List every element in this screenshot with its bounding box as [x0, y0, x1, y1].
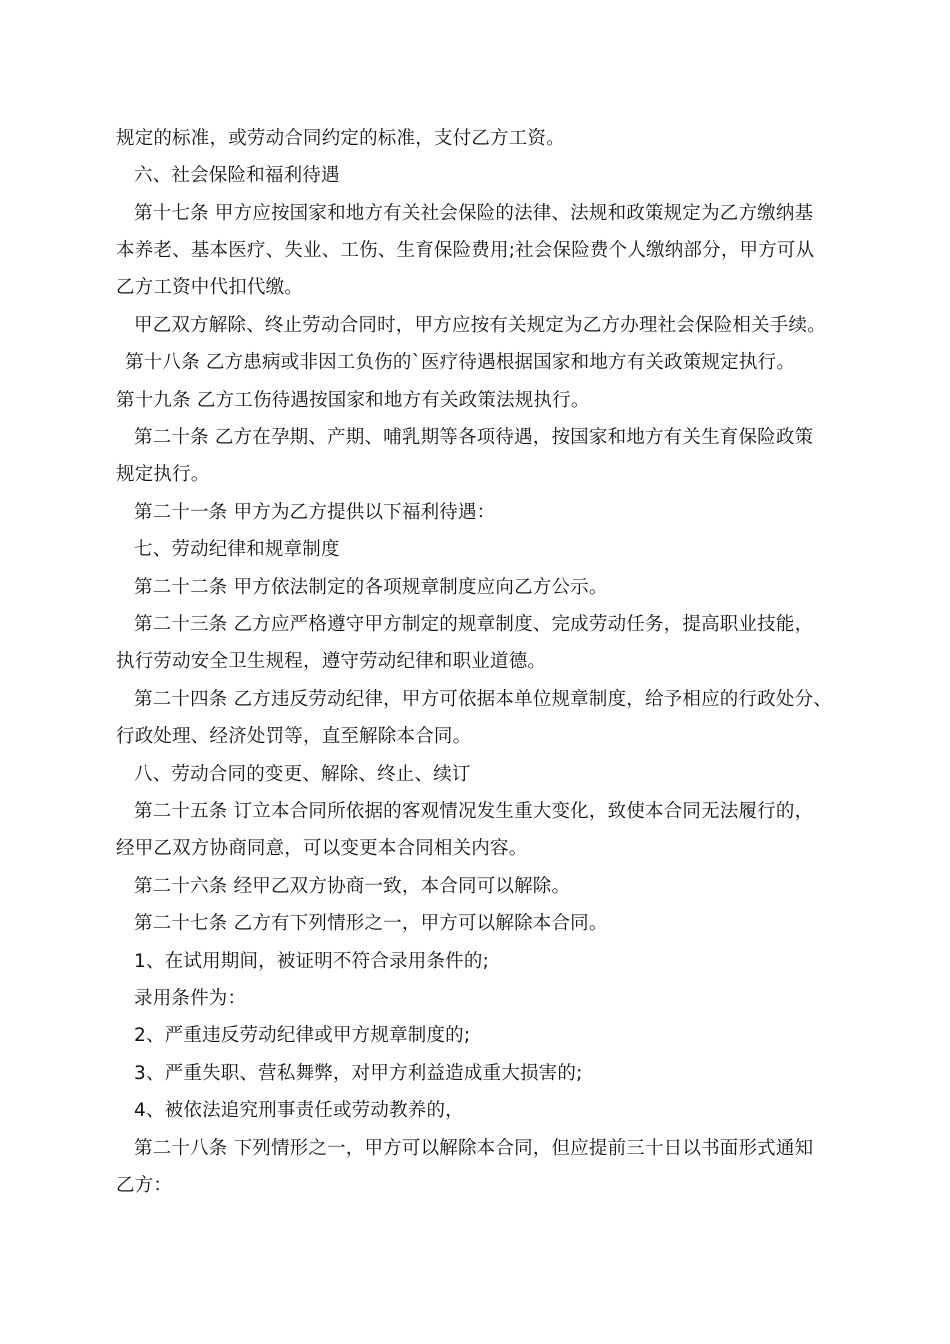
list-item: 4、被依法追究刑事责任或劳动教养的， [134, 1100, 464, 1121]
article-23-line-2: 执行劳动安全卫生规程，遵守劳动纪律和职业道德。 [116, 651, 547, 672]
article-17-line-2: 本养老、基本医疗、失业、工伤、生育保险费用;社会保险费个人缴纳部分，甲方可从 [116, 240, 815, 261]
section-heading: 七、劳动纪律和规章制度 [134, 539, 340, 560]
article-17-line-3: 乙方工资中代扣代缴。 [116, 277, 304, 298]
article-26-line: 第二十六条 经甲乙双方协商一致，本合同可以解除。 [134, 876, 571, 897]
article-25-line-1: 第二十五条 订立本合同所依据的客观情况发生重大变化，致使本合同无法履行的， [134, 801, 814, 822]
article-20-line-2: 规定执行。 [116, 464, 210, 485]
section-heading: 六、社会保险和福利待遇 [134, 165, 340, 186]
article-20-line-1: 第二十条 乙方在孕期、产期、哺乳期等各项待遇，按国家和地方有关生育保险政策 [134, 427, 814, 448]
article-24-line-1: 第二十四条 乙方违反劳动纪律，甲方可依据本单位规章制度，给予相应的行政处分、 [134, 689, 832, 710]
section-heading: 八、劳动合同的变更、解除、终止、续订 [134, 764, 471, 785]
list-item: 1、在试用期间，被证明不符合录用条件的; [134, 951, 490, 972]
article-18-line: 第十八条 乙方患病或非因工负伤的`医疗待遇根据国家和地方有关政策规定执行。 [125, 352, 796, 373]
article-25-line-2: 经甲乙双方协商同意，可以变更本合同相关内容。 [116, 838, 528, 859]
article-28-line-1: 第二十八条 下列情形之一，甲方可以解除本合同，但应提前三十日以书面形式通知 [134, 1138, 814, 1159]
article-22-line: 第二十二条 甲方依法制定的各项规章制度应向乙方公示。 [134, 577, 608, 598]
list-item: 3、严重失职、营私舞弊，对甲方利益造成重大损害的; [134, 1063, 583, 1084]
list-item: 2、严重违反劳动纪律或甲方规章制度的; [134, 1025, 471, 1046]
paragraph-line: 甲乙双方解除、终止劳动合同时，甲方应按有关规定为乙方办理社会保险相关手续。 [134, 315, 826, 336]
article-24-line-2: 行政处理、经济处罚等，直至解除本合同。 [116, 726, 472, 747]
text-line: 规定的标准，或劳动合同约定的标准，支付乙方工资。 [116, 128, 565, 149]
article-19-line: 第十九条 乙方工伤待遇按国家和地方有关政策法规执行。 [116, 390, 590, 411]
article-23-line-1: 第二十三条 乙方应严格遵守甲方制定的规章制度、完成劳动任务，提高职业技能， [134, 614, 814, 635]
article-28-line-2: 乙方： [116, 1175, 173, 1196]
article-27-line: 第二十七条 乙方有下列情形之一，甲方可以解除本合同。 [134, 913, 608, 934]
list-item: 录用条件为： [134, 988, 247, 1009]
article-17-line-1: 第十七条 甲方应按国家和地方有关社会保险的法律、法规和政策规定为乙方缴纳基 [134, 203, 814, 224]
article-21-line: 第二十一条 甲方为乙方提供以下福利待遇： [134, 502, 496, 523]
